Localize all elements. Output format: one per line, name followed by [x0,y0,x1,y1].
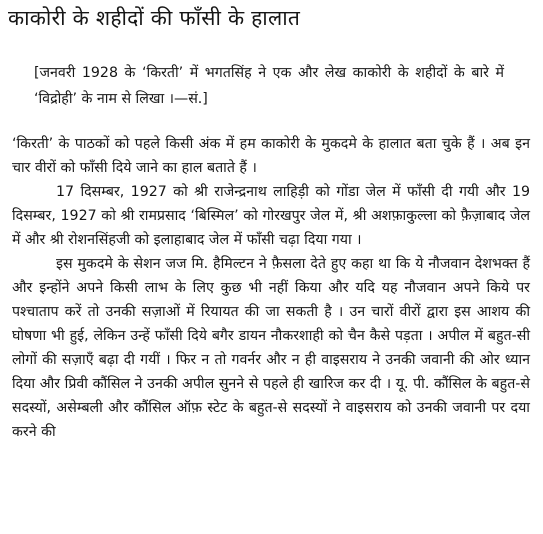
editor-note-text: [जनवरी 1928 के ‘किरती’ में भगतसिंह ने एक और लेख काकोरी के शहीदों के बारे में ‘विद्रोही’ के नाम से लिखा ।—सं.] [34,65,504,107]
editor-note [34,60,504,112]
paragraph-1: ‘किरती’ के पाठकों को पहले किसी अंक में हम काकोरी के मुकदमे के हालात बता चुके हैं । अब इन चार वीरों को फाँसी दिये जाने का हाल बताते हैं । [12,136,530,176]
article-title: काकोरी के शहीदों की फाँसी के हालात [8,6,300,30]
paragraph-3: इस मुकदमे के सेशन जज मि. हैमिल्टन ने फ़ैसला देते हुए कहा था कि ये नौजवान देशभक्त हैं और इन्होंने अपने किसी लाभ के लिए कुछ भी नहीं किया और यदि यह नौजवान अपने किये पर पश्चाताप करें तो उनकी सज़ाओं में रियायत की जा सकती है । उन चारों वीरों द्वारा इस आशय की घोषणा भी हुई, लेकिन उन्हें फाँसी दिये बगैर डायन नौकरशाही को चैन कैसे पड़ता । अपील में बहुत-सी लोगों की सज़ाएँ बढ़ा दी गयीं । फिर न तो गवर्नर और न ही वाइसराय ने उनकी जवानी की ओर ध्यान दिया और प्रिवी कौंसिल ने उनकी अपील सुनने से पहले ही खारिज कर दी । यू. पी. कौंसिल के बहुत-से सदस्यों, असेम्बली और कौंसिल ऑफ़ स्टेट के बहुत-से सदस्यों ने वाइसराय को उनकी जवानी पर दया करने की [12,256,530,440]
article-body [12,132,530,444]
paragraph-2: 17 दिसम्बर, 1927 को श्री राजेन्द्रनाथ लाहिड़ी को गोंडा जेल में फाँसी दी गयी और 19 दिसम्बर, 1927 को श्री रामप्रसाद ‘बिस्मिल’ को गोरखपुर जेल में, श्री अशफ़ाकुल्ला को फ़ैज़ाबाद जेल में और श्री रोशनसिंहजी को इलाहाबाद जेल में फाँसी चढ़ा दिया गया । [12,184,530,248]
